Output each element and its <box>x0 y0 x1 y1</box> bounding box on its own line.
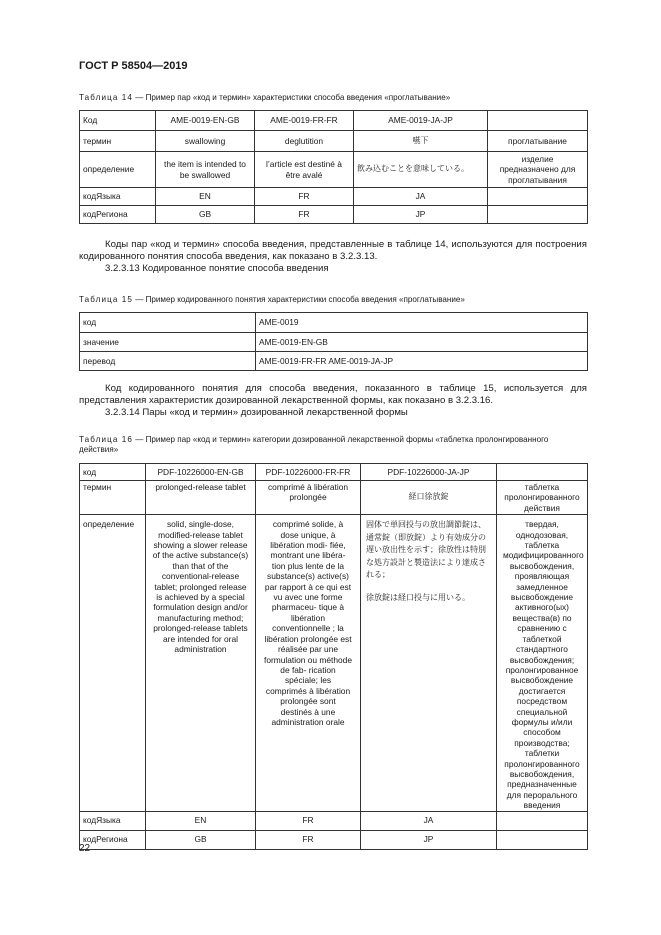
t14-cell: термин <box>80 131 156 152</box>
t16-cell: comprimé à libération prolongée <box>256 481 361 515</box>
t14-cell: определение <box>80 152 156 188</box>
t16-cell: PDF-10226000-JA-JP <box>361 464 497 481</box>
table14 <box>79 110 588 224</box>
t16-cell-ja <box>361 515 497 811</box>
section-heading: 3.2.3.13 Кодированное понятие способа введения <box>105 263 329 275</box>
t16-cell: comprimé solide, à dose unique, à libération modi- fiée, montrant une libéra- tion plus lente de la substance(s) active(s) par rapport à ce qui est vu avec une forme pharmaceu- tique à libération conventionnelle ; la libération prolongée est réalisée par une formulation ou méthode de fab- rication spéciale; les comprimés à libération prolongée sont destinés à une administration orale <box>256 515 361 811</box>
table14-caption <box>79 93 450 103</box>
table15 <box>79 312 588 371</box>
t14-cell <box>488 206 588 224</box>
t14-cell: FR <box>255 188 354 206</box>
t14-cell: swallowing <box>156 131 255 152</box>
t14-cell: EN <box>156 188 255 206</box>
table15-caption-label: Таблица 15 <box>79 295 133 304</box>
t16-cell: определение <box>80 515 146 811</box>
t14-cell: Код <box>80 111 156 131</box>
document-header: ГОСТ Р 58504—2019 <box>79 60 188 72</box>
t14-cell: FR <box>255 206 354 224</box>
t16-cell: PDF-10226000-FR-FR <box>256 464 361 481</box>
table16 <box>79 463 588 850</box>
t16-cell: GB <box>146 830 256 849</box>
t14-cell: AME-0019-FR-FR <box>255 111 354 131</box>
table14-caption-label: Таблица 14 <box>79 93 133 102</box>
table16-caption-label: Таблица 16 <box>79 435 133 444</box>
t14-cell: изделие предназначено для проглатывания <box>488 152 588 188</box>
t16-cell: FR <box>256 830 361 849</box>
table16-caption-text: — Пример пар «код и термин» категории дозированной лекарственной формы «таблетка пролонгированного действия» <box>79 435 549 454</box>
t16-cell: твердая, однодозовая, таблетка модифицированного высвобождения, проявляющая замедленное высвобождение активного(ых) вещества(в) по сравнению с таблеткой стандартного высвобождения; пролонгированное высвобождение достигается посредством специальной формулы и/или способом производства; таблетки пролонгированного высвобождения, предназначенные для перорального введения <box>497 515 588 811</box>
paragraph-1 <box>79 239 587 276</box>
t16-cell: PDF-10226000-EN-GB <box>146 464 256 481</box>
t16-cell: prolonged-release tablet <box>146 481 256 515</box>
t15-cell: перевод <box>80 352 256 371</box>
t14-cell: проглатывание <box>488 131 588 152</box>
paragraph-2 <box>79 383 587 420</box>
t14-cell: 嚥下 <box>354 131 488 152</box>
t16-cell: JA <box>361 811 497 830</box>
t14-cell: the item is intended to be swallowed <box>156 152 255 188</box>
t14-cell: JP <box>354 206 488 224</box>
t16-cell: кодЯзыка <box>80 811 146 830</box>
t16-cell <box>497 464 588 481</box>
t14-cell: deglutition <box>255 131 354 152</box>
t16-cell: EN <box>146 811 256 830</box>
table14-caption-text: — Пример пар «код и термин» характеристики способа введения «проглатывание» <box>133 93 451 102</box>
t15-cell: AME-0019-FR-FR AME-0019-JA-JP <box>256 352 588 371</box>
t14-cell <box>488 111 588 131</box>
t14-cell: JA <box>354 188 488 206</box>
t16-cell <box>497 811 588 830</box>
t16-cell: термин <box>80 481 146 515</box>
t16-cell: solid, single-dose, modified-release tablet showing a slower release of the active substance(s) than that of the conventional-release tablet; prolonged release is achieved by a special formulation design and/or manufacturing method; prolonged-release tablets are intended for oral administration <box>146 515 256 811</box>
table15-caption <box>79 295 465 305</box>
t14-cell <box>488 188 588 206</box>
t14-cell: кодРегиона <box>80 206 156 224</box>
t16-cell: 経口徐放錠 <box>361 481 497 515</box>
page-number: 22 <box>79 843 91 854</box>
t14-cell: кодЯзыка <box>80 188 156 206</box>
paragraph-text: Код кодированного понятия для способа введения, показанного в таблице 15, используется для представления характеристик дозированной лекарственной формы, как показано в 3.2.3.16. <box>79 383 587 407</box>
t15-cell: AME-0019 <box>256 313 588 333</box>
t14-cell: 飲み込むことを意味している。 <box>354 152 488 188</box>
t16-cell: FR <box>256 811 361 830</box>
table15-caption-text: — Пример кодированного понятия характеристики способа введения «проглатывание» <box>133 295 465 304</box>
table16-caption <box>79 435 587 455</box>
t16-cell: кодРегиона <box>80 830 146 849</box>
t16-cell: код <box>80 464 146 481</box>
t16-cell <box>497 830 588 849</box>
t14-cell: GB <box>156 206 255 224</box>
t16-ja-definition-1: 固体で単回投与の放出調節錠は、通常錠（即放錠）より有効成分の遅い放出性を示す；徐放性は特別な処方設計と製造法により達成される； <box>366 520 486 580</box>
section-heading: 3.2.3.14 Пары «код и термин» дозированной лекарственной формы <box>105 407 408 419</box>
t15-cell: AME-0019-EN-GB <box>256 333 588 352</box>
paragraph-text: Коды пар «код и термин» способа введения, представленные в таблице 14, используются для построения кодированного понятия способа введения, как показано в 3.2.3.13. <box>79 239 587 263</box>
t15-cell: значение <box>80 333 256 352</box>
t16-ja-definition-2: 徐放錠は経口投与に用いる。 <box>366 592 470 602</box>
t16-cell: JP <box>361 830 497 849</box>
t14-cell: AME-0019-JA-JP <box>354 111 488 131</box>
t15-cell: код <box>80 313 256 333</box>
t16-cell: таблетка пролонгированного действия <box>497 481 588 515</box>
t14-cell: AME-0019-EN-GB <box>156 111 255 131</box>
t14-cell: l’article est destiné à être avalé <box>255 152 354 188</box>
